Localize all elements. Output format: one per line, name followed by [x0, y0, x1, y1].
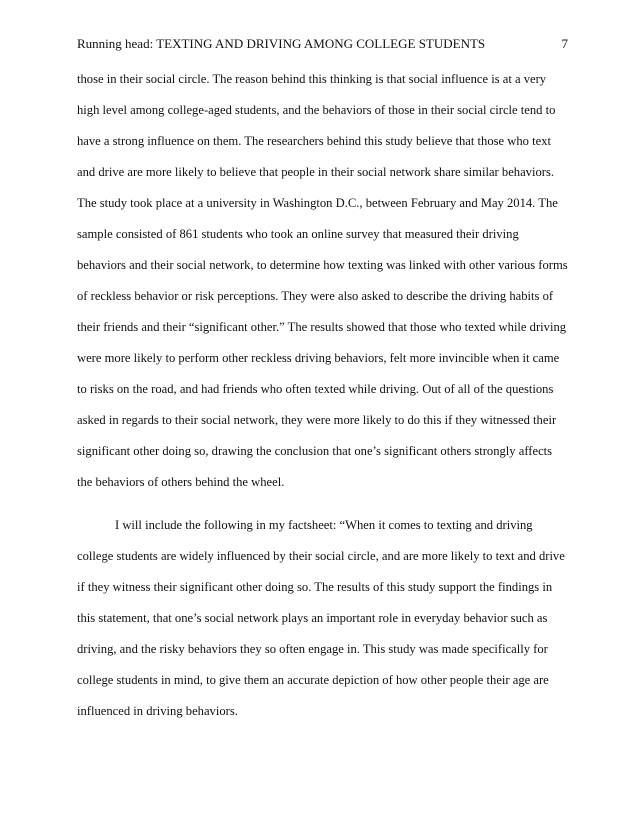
text-line: have a strong influence on them. The researchers behind this study believe that those who text — [77, 134, 551, 148]
text-line: were more likely to perform other reckless driving behaviors, felt more invincible when it came — [77, 351, 560, 365]
text-line: and drive are more likely to believe that people in their social network share similar behaviors. — [77, 165, 555, 179]
text-line: those in their social circle. The reason behind this thinking is that social influence is at a very — [77, 72, 547, 86]
text-line: college students in mind, to give them an accurate depiction of how other people their age are — [77, 673, 549, 687]
text-line: high level among college-aged students, and the behaviors of those in their social circle tend to — [77, 103, 556, 117]
text-line: of reckless behavior or risk perceptions. They were also asked to describe the driving habits of — [77, 289, 554, 303]
paragraph-2 — [77, 510, 577, 727]
running-head: Running head: TEXTING AND DRIVING AMONG COLLEGE STUDENTS — [77, 36, 486, 51]
paragraph-gap — [77, 498, 577, 510]
text-line: driving, and the risky behaviors they so often engage in. This study was made specifically for — [77, 642, 548, 656]
text-line: if they witness their significant other doing so. The results of this study support the findings in — [77, 580, 553, 594]
body-text — [77, 64, 577, 727]
page-number: 7 — [561, 36, 568, 51]
text-line: behaviors and their social network, to determine how texting was linked with other various forms — [77, 258, 568, 272]
text-line: significant other doing so, drawing the conclusion that one’s significant others strongly affects — [77, 444, 553, 458]
text-line: their friends and their “significant other.” The results showed that those who texted while driving — [77, 320, 567, 334]
text-line: The study took place at a university in Washington D.C., between February and May 2014. The — [77, 196, 558, 210]
text-line: the behaviors of others behind the wheel. — [77, 475, 285, 489]
text-line: asked in regards to their social network, they were more likely to do this if they witnessed their — [77, 413, 557, 427]
text-line: this statement, that one’s social network plays an important role in everyday behavior such as — [77, 611, 548, 625]
text-line: sample consisted of 861 students who took an online survey that measured their driving — [77, 227, 519, 241]
text-line: to risks on the road, and had friends who often texted while driving. Out of all of the questions — [77, 382, 554, 396]
text-line: influenced in driving behaviors. — [77, 704, 238, 718]
text-line: college students are widely influenced by their social circle, and are more likely to text and drive — [77, 549, 565, 563]
text-line: I will include the following in my factsheet: “When it comes to texting and driving — [115, 518, 533, 532]
paragraph-1 — [77, 64, 577, 498]
page-header — [77, 34, 568, 54]
